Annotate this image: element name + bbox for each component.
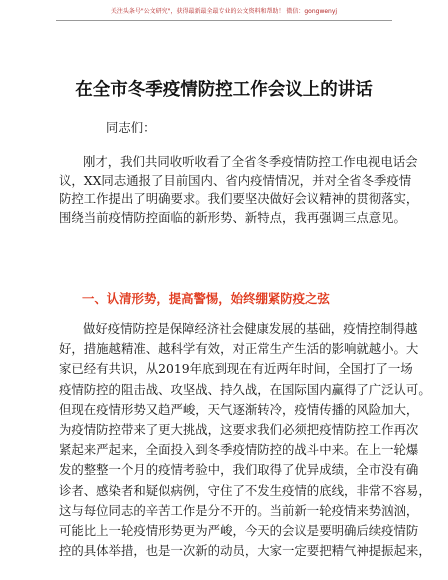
- paragraph-line: 刚才，我们共同收听收看了全省冬季疫情防控工作电视电话会: [83, 154, 418, 169]
- section-heading: 一、认清形势，提高警惕，始终绷紧防疫之弦: [82, 291, 330, 306]
- paragraph-line: 但现在疫情形势又趋严峻，天气逐渐转冷，疫情传播的风险加大，: [59, 401, 419, 417]
- paragraph-line: 家已经有共识，从2019年底到现在有近两年时间，全国打了一场: [59, 361, 413, 377]
- paragraph-line: 这与每位同志的辛苦工作是分不开的。当前新一轮疫情来势汹汹，: [59, 502, 419, 518]
- paragraph-line: 为疫情防控带来了更大挑战，这要求我们必须把疫情防控工作再次: [59, 422, 419, 438]
- paragraph-line: 好，措施越精准、越科学有效，对正常生产生活的影响就越小。大: [59, 341, 419, 357]
- paragraph-line: 围绕当前疫情防控面临的新形势、新特点，我再强调三点意见。: [59, 209, 406, 225]
- paragraph-line: 控的具体举措，也是一次新的动员，大家一定要把精气神提振起来，: [59, 543, 431, 559]
- header-note: 关注头条号"公文研究"，获得最新最全最专业的公文资料和帮助！ 微信：gongwenyj: [110, 8, 338, 15]
- paragraph-line: 诊者、感染者和疑似病例，守住了不发生疫情的底线，非常不容易，: [59, 482, 431, 498]
- paragraph-intro: [59, 153, 419, 227]
- paragraph-line: 紧起来严起来，全面投入到冬季疫情防控的战斗中来。在上一轮爆: [59, 442, 419, 458]
- paragraph-body: [59, 319, 431, 561]
- paragraph-line: 发的整整一个月的疫情考验中，我们取得了优异成绩，全市没有确: [59, 462, 419, 478]
- salutation: 同志们：: [106, 120, 156, 135]
- paragraph-line: 议，XX同志通报了目前国内、省内疫情情况，并对全省冬季疫情: [59, 172, 412, 188]
- paragraph-line: 疫情防控的阻击战、攻坚战、持久战，在国际国内赢得了广泛认可。: [59, 381, 431, 397]
- paragraph-line: 可能比上一轮疫情形势更为严峻，今天的会议是要明确后续疫情防: [59, 523, 419, 539]
- document-title: 在全市冬季疫情防控工作会议上的讲话: [75, 80, 373, 100]
- header-divider: [56, 20, 392, 21]
- paragraph-line: 做好疫情防控是保障经济社会健康发展的基础，疫情控制得越: [83, 321, 418, 336]
- paragraph-line: 防控工作提出了明确要求。我们要坚决做好会议精神的贯彻落实，: [59, 191, 419, 206]
